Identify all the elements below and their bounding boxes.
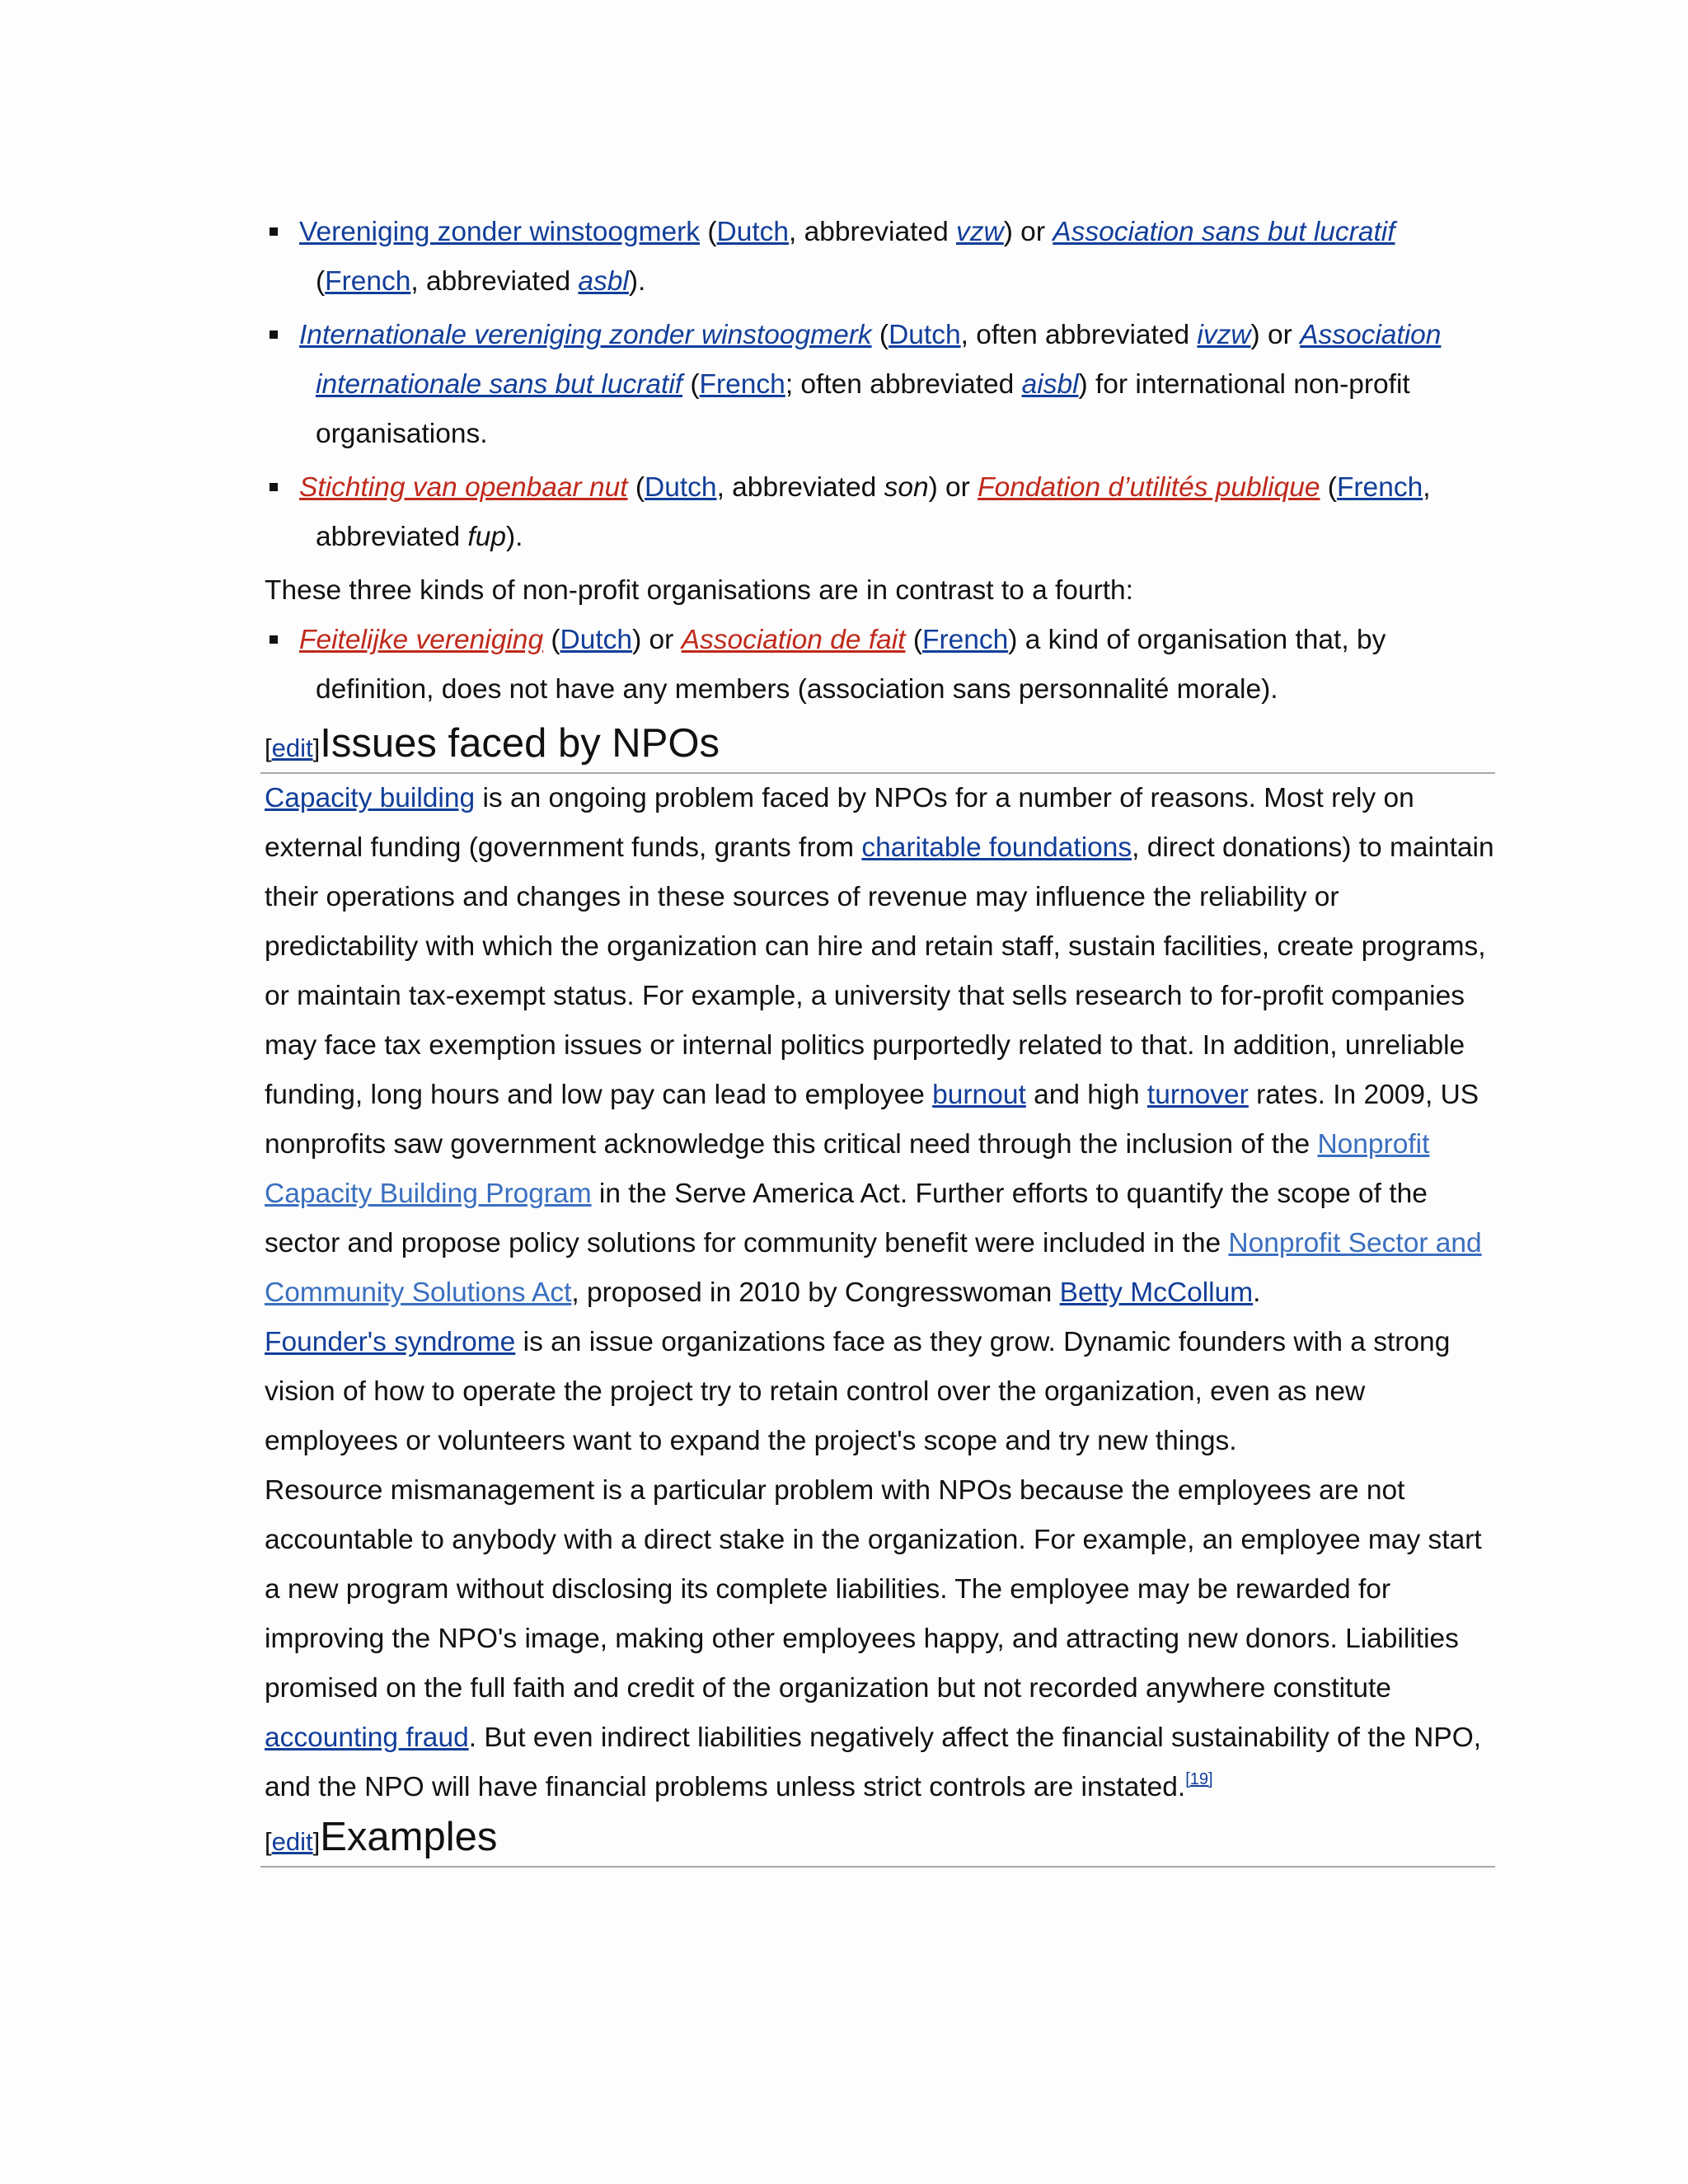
text: , abbreviated [316,472,1431,552]
capacity-building-paragraph [265,774,1494,1318]
citation-link[interactable]: [19] [1185,1770,1213,1788]
link-ivzw-term[interactable]: Internationale vereniging zonder winstoogmerk [299,320,872,350]
abbr-fup: fup [467,522,506,552]
link-vzw-term[interactable]: Vereniging zonder winstoogmerk [299,217,701,247]
legal-forms-list [265,208,1494,562]
text: , abbreviated [789,217,957,247]
link-aisbl-term[interactable]: Association internationale sans but lucratif [316,320,1442,400]
text: ) a kind of organisation that, by definition, does not have any members (association sans personnalité morale). [316,625,1386,705]
edit-bracket: [edit] [265,733,321,762]
text: . [1253,1277,1261,1308]
text: ( [543,625,560,655]
intro-paragraph: These three kinds of non-profit organisations are in contrast to a fourth: [265,575,1133,606]
text: ( [905,625,922,655]
link-betty-mccollum[interactable]: Betty McCollum [1059,1277,1254,1308]
text: rates. In 2009, US nonprofits saw government acknowledge this critical need through the inclusion of the [265,1080,1479,1160]
section-title: Examples [320,1815,498,1859]
resource-mismanagement-paragraph [265,1466,1494,1812]
edit-link[interactable]: edit [271,1827,313,1856]
list-item [265,616,1494,715]
text: in the Serve America Act. Further efforts to quantify the scope of the sector and propose policy solutions for community benefit were included in the [265,1179,1428,1258]
text: ( [700,217,717,247]
link-burnout[interactable]: burnout [932,1080,1026,1110]
text: ; often abbreviated [785,369,1022,400]
link-dutch[interactable]: Dutch [716,217,790,247]
text: is an ongoing problem faced by NPOs for a number of reasons. Most rely on external funding (government funds, grants from [265,783,1414,863]
text: ) or [632,625,682,655]
link-fup-term-missing[interactable]: Fondation d’utilités publique [978,472,1320,503]
text: and high [1025,1080,1147,1110]
section-heading-issues [260,719,1495,774]
text: ( [316,266,326,297]
text: Resource mismanagement is a particular problem with NPOs because the employees are not accountable to anybody with a direct stake in the organization. For example, an employee may start a new program without disclosing its complete liabilities. The employee may be rewarded for improving the NPO's image, making other employees happy, and attracting new donors. Liabilities promised on the full faith and credit of the organization but not recorded anywhere constitute [265,1475,1482,1704]
section-title: Issues faced by NPOs [320,721,720,766]
text: , often abbreviated [960,320,1198,350]
text: ). [505,522,523,552]
link-french[interactable]: French [921,625,1009,655]
link-nonprofit-capacity-building-program[interactable]: Nonprofit Capacity Building Program [265,1129,1430,1209]
link-son-term-missing[interactable]: Stichting van openbaar nut [299,472,628,503]
list-item [265,463,1494,562]
text: ) or [1250,320,1301,350]
abbr-son: son [884,472,929,503]
link-accounting-fraud[interactable]: accounting fraud [265,1722,469,1753]
text: ( [1320,472,1337,503]
text: , direct donations) to maintain their operations and changes in these sources of revenue may influence the reliability or predictability with which the organization can hire and retain staff, sustain facilities, create programs, or maintain tax-exempt status. For example, a university that sells research to for-profit companies may face tax exemption issues or internal politics purportedly related to that. In addition, unreliable funding, long hours and low pay can lead to employee [265,832,1494,1110]
text: is an issue organizations face as they grow. Dynamic founders with a strong vision of how to operate the project try to retain control over the organization, even as new employees or volunteers want to expand the project's scope and try new things. [265,1327,1451,1456]
link-dutch[interactable]: Dutch [645,472,717,503]
link-dutch[interactable]: Dutch [889,320,961,350]
link-dutch[interactable]: Dutch [560,625,633,655]
link-association-de-fait-missing[interactable]: Association de fait [681,625,906,655]
link-french[interactable]: French [325,266,411,297]
link-ivzw[interactable]: ivzw [1197,320,1251,350]
link-turnover[interactable]: turnover [1146,1080,1249,1110]
text: ( [682,369,700,400]
edit-link[interactable]: edit [271,733,313,762]
section-heading-examples [260,1812,1495,1868]
link-asbl-term[interactable]: Association sans but lucratif [1053,217,1395,247]
text: ) or [1003,217,1053,247]
link-nonprofit-sector-act[interactable]: Nonprofit Sector and Community Solutions Act [265,1228,1482,1308]
founders-syndrome-paragraph [265,1318,1494,1466]
list-item [265,208,1494,307]
link-french[interactable]: French [699,369,785,400]
text: ). [628,266,646,297]
text: , abbreviated [716,472,884,503]
list-item [265,311,1494,459]
link-capacity-building[interactable]: Capacity building [265,783,476,813]
link-feitelijke-missing[interactable]: Feitelijke vereniging [299,625,544,655]
text: . But even indirect liabilities negatively affect the financial sustainability of the NPO, and the NPO will have financial problems unless strict controls are instated. [265,1722,1482,1802]
link-aisbl[interactable]: aisbl [1021,369,1079,400]
link-french[interactable]: French [1336,472,1423,503]
text: , abbreviated [410,266,579,297]
link-founders-syndrome[interactable]: Founder's syndrome [265,1327,516,1357]
fourth-form-list [265,616,1494,715]
article-content [265,208,1494,1868]
link-asbl[interactable]: asbl [578,266,629,297]
link-charitable-foundations[interactable]: charitable foundations [861,832,1132,863]
text: ) for international non-profit organisations. [316,369,1410,449]
text: ) or [928,472,978,503]
text: , proposed in 2010 by Congresswoman [571,1277,1060,1308]
text: ( [627,472,645,503]
text: ( [871,320,889,350]
edit-bracket: [edit] [265,1827,321,1856]
link-vzw[interactable]: vzw [956,217,1004,247]
